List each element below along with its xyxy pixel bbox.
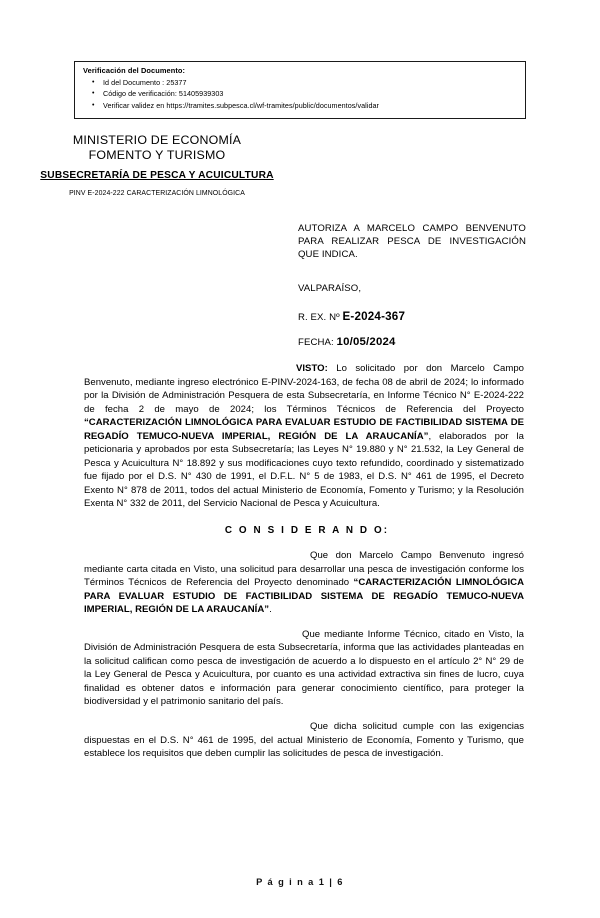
date-value: 10/05/2024 [336,336,396,348]
paragraph-visto [84,362,524,511]
paragraph-considerando-1 [84,549,524,617]
considerando-1-text-part-2: . [269,604,272,616]
visto-text-part-2: , elaborados por la peticionaria y aprobados por esta Subsecretaría; las Leyes N° 19.880 y N° 21.532, la Ley General de Pesca y Acuicultura N° 18.892 y sus modificaciones cuyo texto refundido, coordinado y sistematizado fue fijado por el D.S. N° 430 de 1991, el D.F.L. N° 5 de 1983, el D.S. N° 461 de 1995, el Decreto Exento N° 878 de 2011, todos del actual Ministerio de Economía, Fomento y Turismo; y la Resolución Exenta N° 332 de 2011, del Servicio Nacional de Pesca y Acuicultura. [84,430,524,510]
document-subject: AUTORIZA A MARCELO CAMPO BENVENUTO PARA REALIZAR PESCA DE INVESTIGACIÓN QUE INDICA. [298,223,526,261]
verification-item-text: Verificar validez en https://tramites.subpesca.cl/wf-tramites/public/documentos/validar [103,100,379,110]
verification-item-text: Código de verificación: 51405939303 [103,89,224,99]
project-reference-code: PINV E-2024-222 CARACTERIZACIÓN LIMNOLÓGICA [69,190,245,197]
considerando-heading: C O N S I D E R A N D O: [224,525,390,537]
project-title-visto: “CARACTERIZACIÓN LIMNOLÓGICA PARA EVALUAR ESTUDIO DE FACTIBILIDAD SISTEMA DE REGADÍO TEMUCO-NUEVA IMPERIAL, REGIÓN DE LA ARAUCANÍA” [84,417,524,442]
paragraph-considerando-3 [84,720,524,761]
verification-item-id [92,77,525,88]
verification-item-text: Id del Documento : 25377 [103,78,187,87]
considerando-3-text: Que dicha solicitud cumple con las exigencias dispuestas en el D.S. N° 461 de 1995, del actual Ministerio de Economía, Fomento y Turismo, que establece los requisitos que deben cumplir las solicitudes de pesca de investigación. [84,721,524,760]
verification-item-code [92,88,525,99]
verification-list [83,77,525,111]
verification-item-url [92,100,525,111]
page-footer: P á g i n a 1 | 6 [256,877,344,887]
verification-box [74,61,526,119]
bullet-icon: • [92,79,95,86]
document-body [84,362,524,772]
subsecretaria-title: SUBSECRETARÍA DE PESCA Y ACUICULTURA [40,170,274,181]
bullet-icon: • [92,90,95,98]
issue-date-line [298,336,396,348]
organization-header [33,133,281,199]
considerando-1-text-part-1: Que don Marcelo Campo Benvenuto ingresó mediante carta citada en Visto, una solicitud para desarrollar una pesca de investigación conforme los Términos Técnicos de Referencia del Proyecto denominado [84,550,524,589]
visto-text-part-1: Lo solicitado por don Marcelo Campo Benvenuto, mediante ingreso electrónico E-PINV-2024-163, de fecha 08 de abril de 2024; lo informado por la División de Administración Pesquera de esta Subsecretaría, en Informe Técnico N° E-2024-222 de fecha 2 de mayo de 2024; los Términos Técnicos de Referencia del Proyecto [84,363,524,415]
issue-place: VALPARAÍSO, [298,283,362,294]
resolution-number-line [298,310,405,323]
project-title-considerando: “CARACTERIZACIÓN LIMNOLÓGICA PARA EVALUAR ESTUDIO DE FACTIBILIDAD SISTEMA DE REGADÍO TEMUCO-NUEVA IMPERIAL, REGIÓN DE LA ARAUCANÍA” [84,577,524,616]
resolution-number: E-2024-367 [342,310,406,323]
ministry-line-1: MINISTERIO DE ECONOMÍA [72,133,242,147]
verification-title: Verificación del Documento: [83,66,186,75]
paragraph-considerando-2 [84,628,524,709]
resolution-label: R. EX. Nº [298,312,340,323]
ministry-line-2: FOMENTO Y TURISMO [88,148,226,162]
visto-label: VISTO: [296,363,328,374]
bullet-icon: • [92,101,95,109]
date-label: FECHA: [298,337,334,348]
considerando-2-text: Que mediante Informe Técnico, citado en Visto, la División de Administración Pesquera de esta Subsecretaría, informa que las actividades planteadas en la solicitud califican como pesca de investigación de acuerdo a lo dispuesto en el artículo 2° N° 29 de la Ley General de Pesca y Acuicultura, por cuanto es una actividad extractiva sin fines de lucro, cuya finalidad es obtener datos e información para generar conocimiento científico, para proteger la biodiversidad y el patrimonio sanitario del país. [84,628,524,708]
